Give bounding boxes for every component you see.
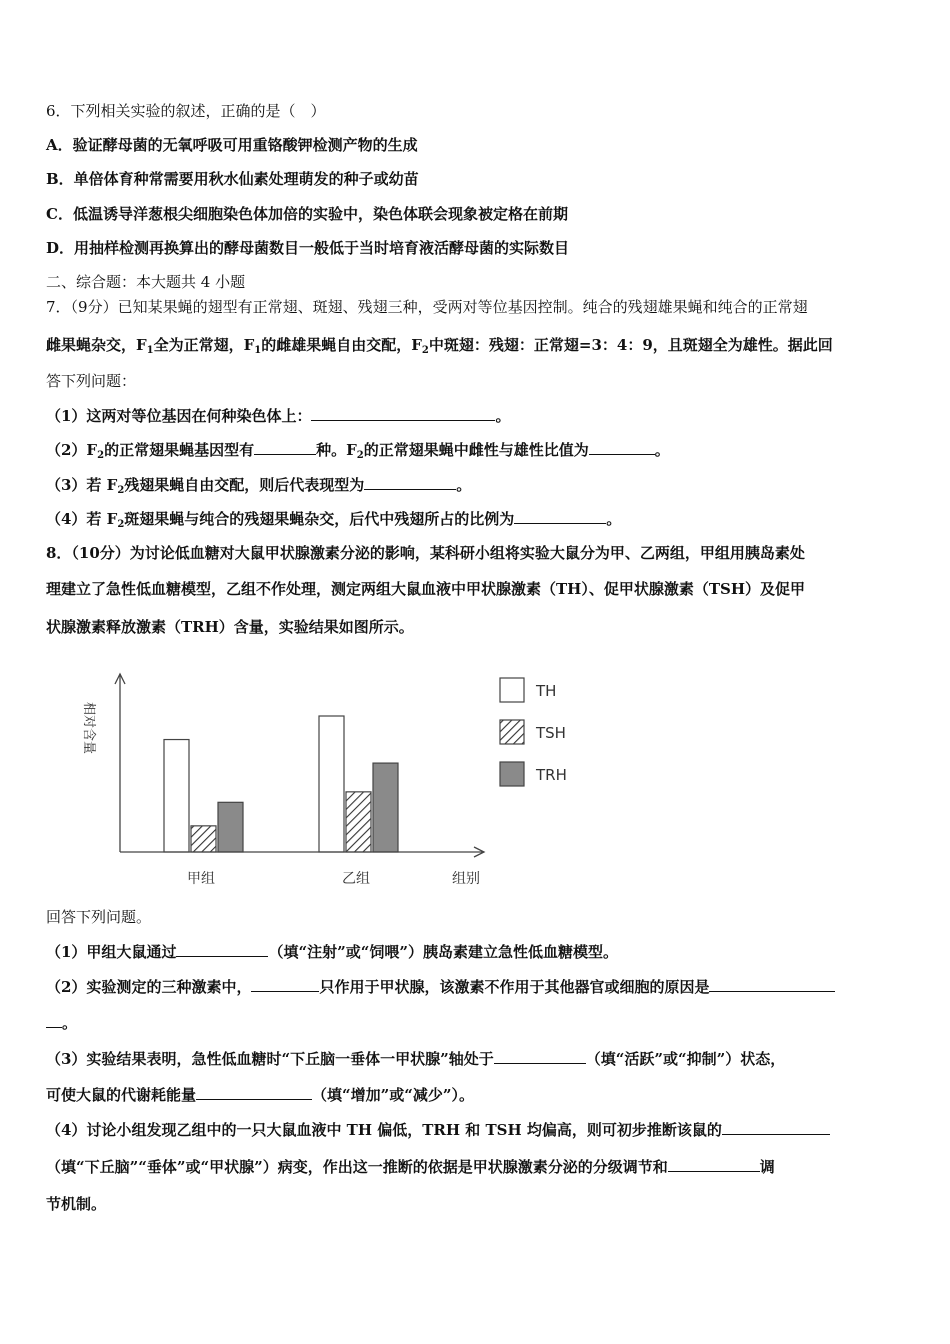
answer-blank[interactable] [722, 1118, 830, 1135]
answer-blank[interactable] [46, 1011, 62, 1028]
q7-sub-3: （3）若 $F_2$残翅果蝇自由交配，则后代表现型为 。 [46, 473, 471, 496]
answer-blank[interactable] [254, 438, 316, 455]
answer-blank[interactable] [251, 975, 319, 992]
legend-swatch-tsh [500, 720, 524, 744]
legend-swatch-th [500, 678, 524, 702]
q7-line-3: 答下列问题： [46, 372, 137, 390]
section-heading: 二、综合题：本大题共 4 小题 [46, 273, 246, 291]
bar-th-2 [319, 716, 344, 852]
answer-blank[interactable] [196, 1083, 312, 1100]
q8-line-3: 状腺激素释放激素（TRH）含量，实验结果如图所示。 [46, 618, 414, 636]
q6-option-d: D．用抽样检测再换算出的酵母菌数目一般低于当时培育液活酵母菌的实际数目 [46, 239, 570, 257]
q7-sub-1: （1）这两对等位基因在何种染色体上： 。 [46, 404, 510, 427]
q8-sub-4-end: 节机制。 [46, 1195, 107, 1213]
category-label: 乙组 [342, 871, 370, 887]
q8-sub-2: （2）实验测定的三种激素中， 只作用于甲状腺，该激素不作用于其他器官或细胞的原因是 [46, 975, 835, 998]
q8-answer-intro: 回答下列问题。 [46, 908, 152, 926]
bar-th-1 [164, 740, 189, 852]
answer-blank[interactable] [494, 1047, 586, 1064]
q7-sub-2: $(2)F_2$的正常翅果蝇基因型有 种。$F_2$的正常翅果蝇中雌性与雄性比值为 。 [46, 438, 670, 461]
y-axis-label: 相对含量 [81, 702, 96, 755]
q7-line-2: 雌果蝇杂交，$F_1$全为正常翅，$F_1$的雌雄果蝇自由交配，$F_2$中斑翅：残翅：正常翅=3：4：9，且斑翅全为雄性。据此回 [46, 336, 833, 356]
q8-sub-4: （4）讨论小组发现乙组中的一只大鼠血液中 TH 偏低，TRH 和 TSH 均偏高，则可初步推断该鼠的 [46, 1118, 830, 1141]
legend-label-trh: TRH [536, 766, 567, 784]
answer-blank[interactable] [364, 473, 456, 490]
legend-label-th: TH [536, 682, 557, 700]
answer-blank[interactable] [311, 404, 495, 421]
answer-blank[interactable] [514, 507, 606, 524]
q8-sub-2-cont: 。 [46, 1011, 77, 1034]
answer-blank[interactable] [668, 1155, 760, 1172]
q7-line-1: 7．（9分）已知某果蝇的翅型有正常翅、斑翅、残翅三种，受两对等位基因控制。纯合的残翅雄果蝇和纯合的正常翅 [46, 298, 808, 316]
q8-sub-3-cont: 可使大鼠的代谢耗能量 （填“增加”或“减少”）。 [46, 1083, 474, 1106]
hormone-bar-chart [60, 662, 620, 892]
q7-sub-4: （4）若 $F_2$斑翅果蝇与纯合的残翅果蝇杂交，后代中残翅所占的比例为 。 [46, 507, 621, 530]
q6-option-c: C．低温诱导洋葱根尖细胞染色体加倍的实验中，染色体联会现象被定格在前期 [46, 205, 568, 223]
q8-line-1: 8．（10分）为讨论低血糖对大鼠甲状腺激素分泌的影响，某科研小组将实验大鼠分为甲、乙两组，甲组用胰岛素处 [46, 544, 805, 562]
legend-swatch-trh [500, 762, 524, 786]
q6-option-a: A．验证酵母菌的无氧呼吸可用重铬酸钾检测产物的生成 [46, 136, 418, 154]
answer-blank[interactable] [709, 975, 835, 992]
x-axis-label: 组别 [452, 871, 480, 887]
answer-blank[interactable] [176, 940, 268, 957]
q8-sub-4-cont: （填“下丘脑”“垂体”或“甲状腺”）病变，作出这一推断的依据是甲状腺激素分泌的分级调节和 调 [46, 1155, 775, 1178]
bar-trh-2 [373, 763, 398, 852]
answer-blank[interactable] [589, 438, 655, 455]
q8-sub-1: （1）甲组大鼠通过 （填“注射”或“饲喂”）胰岛素建立急性低血糖模型。 [46, 940, 618, 963]
q8-sub-3: （3）实验结果表明，急性低血糖时“下丘脑一垂体一甲状腺”轴处于 （填“活跃”或“抑制”）状态， [46, 1047, 785, 1070]
legend-label-tsh: TSH [536, 724, 566, 742]
q8-line-2: 理建立了急性低血糖模型，乙组不作处理，测定两组大鼠血液中甲状腺激素（TH）、促甲状腺激素（TSH）及促甲 [46, 580, 806, 598]
bar-tsh-2 [346, 792, 371, 852]
bar-trh-1 [218, 802, 243, 852]
bar-tsh-1 [191, 826, 216, 852]
category-label: 甲组 [187, 871, 215, 887]
q6-option-b: B．单倍体育种常需要用秋水仙素处理萌发的种子或幼苗 [46, 170, 419, 188]
q6-stem: 6．下列相关实验的叙述，正确的是（ ） [46, 102, 326, 120]
